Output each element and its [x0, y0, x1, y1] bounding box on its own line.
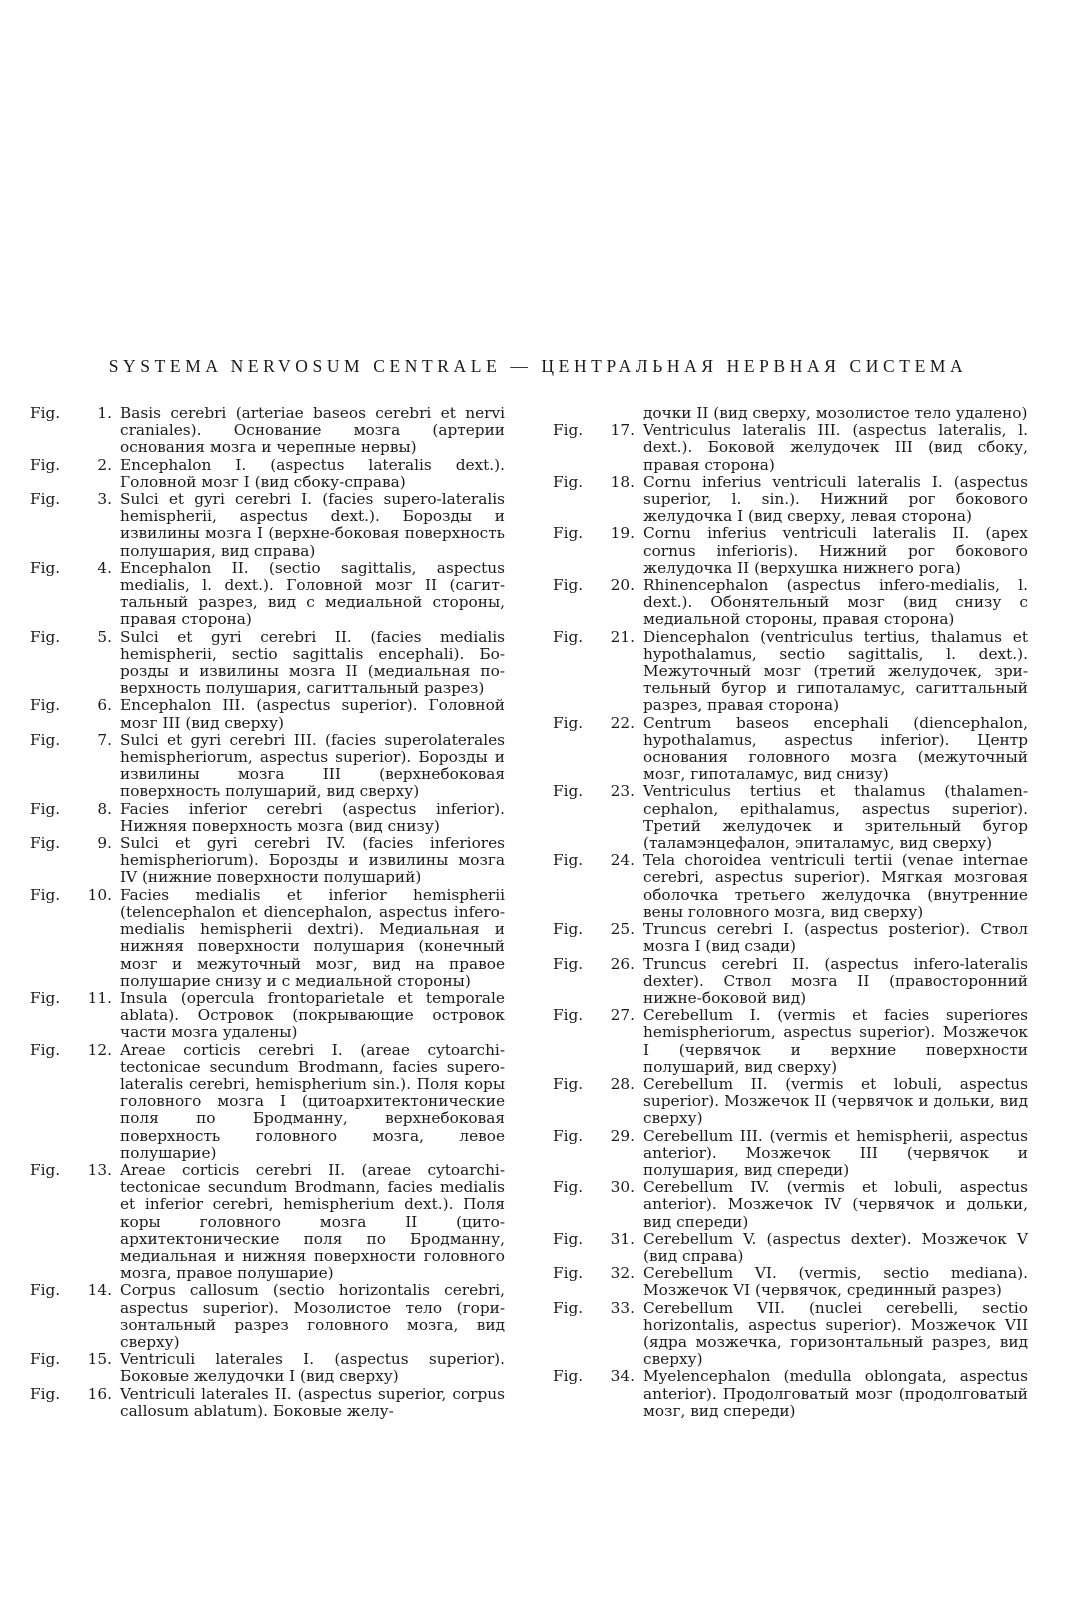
figure-caption: Cerebellum V. (aspectus dexter). Мозжечок V (вид справа): [643, 1229, 1028, 1265]
figure-caption: Myelencephalon (medulla oblongata, aspectus anterior). Продолговатый мозг (продолговатый мозг, вид спереди): [643, 1367, 1028, 1420]
figure-number: 9.: [97, 834, 112, 853]
figure-caption: Corpus callosum (sectio horizontalis cerebri, aspectus superior). Мозолистое тело (горизонтальный разрез головного мозга, вид сверху): [120, 1281, 505, 1351]
figure-caption: Facies inferior cerebri (aspectus inferior). Нижняя поверхность мозга (вид снизу): [120, 799, 505, 835]
figure-entry: [30, 697, 505, 731]
figure-caption: Encephalon III. (aspectus superior). Головной мозг III (вид сверху): [120, 696, 505, 732]
figure-entry: [553, 1128, 1028, 1180]
page-header: SYSTEMA NERVOSUM CENTRALE — ЦЕНТРАЛЬНАЯ НЕРВНАЯ СИСТЕМА: [108, 356, 968, 376]
figure-caption: Tela choroidea ventriculi tertii (venae internae cerebri, aspectus superior). Мягкая мозговая оболочка третьего желудочка (внутренние вены головного мозга, вид сверху): [643, 851, 1028, 921]
figure-label: Fig.: [553, 1298, 584, 1317]
figure-label: Fig.: [553, 472, 584, 491]
figure-entry: [30, 560, 505, 629]
figure-entry: [553, 852, 1028, 921]
figure-caption: Diencephalon (ventriculus tertius, thalamus et hypothalamus, sectio sagittalis, l. dext.). Межуточный мозг (третий желудочек, зрительный бугор и гипоталамус, сагиттальный разрез, правая сторона): [643, 627, 1028, 715]
figure-number: 32.: [610, 1264, 635, 1283]
figure-number: 12.: [87, 1040, 112, 1059]
figure-entry: [30, 990, 505, 1042]
figure-label: Fig.: [30, 1160, 61, 1179]
figure-entry: [553, 629, 1028, 715]
figure-number: 8.: [97, 799, 112, 818]
figure-number: 34.: [610, 1367, 635, 1386]
figure-caption: Ventriculus lateralis III. (aspectus lateralis, l. dext.). Боковой желудочек III (вид сбоку, правая сторона): [643, 421, 1028, 474]
figure-label: Fig.: [30, 696, 61, 715]
figure-entry: [553, 1179, 1028, 1231]
figure-number: 30.: [610, 1178, 635, 1197]
figure-caption: Facies medialis et inferior hemispherii (telencephalon et diencephalon, aspectus infero-medialis hemispherii dextri). Медиальная и нижняя поверхности полушария (конечный мозг и межуточный мозг, вид на правое полушарие снизу и с медиальной стороны): [120, 885, 505, 990]
figure-number: 23.: [610, 782, 635, 801]
figure-caption: Cerebellum I. (vermis et facies superiores hemispheriorum, aspectus superior). Мозжечок I (червячок и верхние поверхности полушарий, вид сверху): [643, 1006, 1028, 1076]
figure-number: 10.: [87, 885, 112, 904]
figure-entry: [30, 1042, 505, 1162]
figure-caption: Centrum baseos encephali (diencephalon, hypothalamus, aspectus inferior). Центр основания головного мозга (межуточный мозг, гипоталамус, вид снизу): [643, 713, 1028, 784]
figure-number: 25.: [610, 920, 635, 939]
figure-number: 5.: [97, 627, 112, 646]
figure-label: Fig.: [30, 1281, 61, 1300]
figure-label: Fig.: [30, 627, 61, 646]
figure-caption: Cornu inferius ventriculi lateralis I. (aspectus superior, l. sin.). Нижний рог бокового желудочка I (вид сверху, левая сторона): [643, 472, 1028, 526]
figure-label: Fig.: [553, 954, 584, 973]
figure-caption: Areae corticis cerebri I. (areae cytoarchitectonicae secundum Brodmann, facies supero-lateralis cerebri, hemispherium sin.). Поля коры головного мозга I (цитоархитектонические поля по Бродманну, верхнебоковая поверхность головного мозга, левое полушарие): [120, 1040, 505, 1162]
figure-entry: [553, 1231, 1028, 1265]
figure-number: 28.: [610, 1074, 635, 1093]
figure-label: Fig.: [553, 1178, 584, 1197]
figure-number: 26.: [610, 954, 635, 973]
figure-entry: [30, 457, 505, 491]
figure-number: 19.: [610, 524, 635, 543]
figure-number: 7.: [97, 730, 112, 749]
figure-number: 33.: [610, 1298, 635, 1317]
figure-number: 6.: [97, 696, 112, 715]
figure-entry: [30, 1386, 505, 1420]
figure-label: Fig.: [553, 713, 584, 732]
figure-label: Fig.: [553, 1229, 584, 1248]
figure-entry: [30, 629, 505, 698]
figure-label: Fig.: [30, 799, 61, 818]
figure-label: Fig.: [30, 834, 61, 853]
figure-caption: Sulci et gyri cerebri II. (facies medialis hemispherii, sectio sagittalis encephali). Борозды и извилины мозга II (медиальная поверхность полушария, сагиттальный разрез): [120, 627, 505, 698]
figure-label: Fig.: [30, 730, 61, 749]
figure-caption: Sulci et gyri cerebri III. (facies superolaterales hemispheriorum, aspectus superior). Борозды и извилины мозга III (верхнебоковая поверхность полушарий, вид сверху): [120, 730, 505, 801]
figure-number: 17.: [610, 421, 635, 440]
figure-entry: [30, 732, 505, 801]
figure-number: 4.: [97, 558, 112, 577]
figure-caption: Areae corticis cerebri II. (areae cytoarchitectonicae secundum Brodmann, facies medialis et inferior cerebri, hemispherium dext.). Поля коры головного мозга II (цитоархитектонические поля по Бродманну, медиальная и нижняя поверхности головного мозга, правое полушарие): [120, 1160, 505, 1283]
figure-number: 31.: [610, 1229, 635, 1248]
figure-caption: Sulci et gyri cerebri IV. (facies inferiores hemispheriorum). Борозды и извилины мозга IV (нижние поверхности полушарий): [120, 834, 505, 887]
figure-label: Fig.: [553, 920, 584, 939]
figure-entry: [30, 835, 505, 887]
figure-caption: Truncus cerebri I. (aspectus posterior). Ствол мозга I (вид сзади): [643, 920, 1028, 956]
figure-label: Fig.: [553, 576, 584, 595]
figure-number: 18.: [610, 472, 635, 491]
figure-label: Fig.: [30, 885, 61, 904]
figure-caption: Cornu inferius ventriculi lateralis II. (apex cornus inferioris). Нижний рог бокового желудочка II (верхушка нижнего рога): [643, 524, 1028, 577]
figure-label: Fig.: [553, 1074, 584, 1093]
figure-number: 29.: [610, 1126, 635, 1145]
figure-label: Fig.: [30, 988, 61, 1007]
figure-number: 22.: [610, 713, 635, 732]
figure-entry: [553, 474, 1028, 526]
left-column: [30, 405, 505, 1420]
continued-caption: дочки II (вид сверху, мозолистое тело удалено): [643, 404, 1028, 422]
figure-caption: Cerebellum II. (vermis et lobuli, aspectus superior). Мозжечок II (червячок и дольки, вид сверху): [643, 1074, 1028, 1128]
figure-entry: [553, 525, 1028, 577]
figure-entry: [30, 801, 505, 835]
figure-label: Fig.: [30, 1040, 61, 1059]
figure-label: Fig.: [553, 1006, 584, 1025]
figure-label: Fig.: [30, 1384, 61, 1403]
figure-number: 13.: [87, 1160, 112, 1179]
figure-caption: Cerebellum III. (vermis et hemispherii, aspectus anterior). Мозжечок III (червячок и полушария, вид спереди): [643, 1126, 1028, 1179]
figure-label: Fig.: [553, 1367, 584, 1386]
figure-label: Fig.: [553, 524, 584, 543]
figure-number: 1.: [97, 404, 112, 422]
figure-number: 24.: [610, 851, 635, 870]
figure-entry: [30, 405, 505, 457]
figure-caption: Basis cerebri (arteriae baseos cerebri et nervi craniales). Основание мозга (артерии основания мозга и черепные нервы): [120, 404, 505, 457]
figure-label: Fig.: [30, 455, 61, 474]
figure-number: 2.: [97, 455, 112, 474]
figure-entry: [553, 1007, 1028, 1076]
figure-number: 15.: [87, 1350, 112, 1369]
figure-number: 14.: [87, 1281, 112, 1300]
figure-label: Fig.: [30, 1350, 61, 1369]
figure-caption: Ventriculi laterales II. (aspectus superior, corpus callosum ablatum). Боковые желу-: [120, 1384, 505, 1420]
figure-entry: [553, 956, 1028, 1008]
figure-caption: Insula (opercula frontoparietale et temporale ablata). Островок (покрывающие островок части мозга удалены): [120, 988, 505, 1042]
figure-caption: Cerebellum VII. (nuclei cerebelli, sectio horizontalis, aspectus superior). Мозжечок VII (ядра мозжечка, горизонтальный разрез, вид сверху): [643, 1298, 1028, 1369]
figure-entry: [553, 577, 1028, 629]
figure-number: 11.: [87, 988, 112, 1007]
figure-caption: Encephalon II. (sectio sagittalis, aspectus medialis, l. dext.). Головной мозг II (сагиттальный разрез, вид с медиальной стороны, правая сторона): [120, 558, 505, 629]
figure-entry: [30, 491, 505, 560]
figure-caption: Encephalon I. (aspectus lateralis dext.). Головной мозг I (вид сбоку-справа): [120, 455, 505, 491]
figure-entry: [553, 1300, 1028, 1369]
figure-entry: [553, 1265, 1028, 1299]
figure-label: Fig.: [30, 490, 61, 509]
figure-label: Fig.: [553, 782, 584, 801]
figure-label: Fig.: [553, 1264, 584, 1283]
figure-label: Fig.: [30, 404, 61, 422]
figure-label: Fig.: [30, 558, 61, 577]
figure-caption: Ventriculus tertius et thalamus (thalamencephalon, epithalamus, aspectus superior). Третий желудочек и зрительный бугор (таламэнцефалон, эпиталамус, вид сверху): [643, 782, 1028, 853]
figure-caption: Rhinencephalon (aspectus infero-medialis, l. dext.). Обонятельный мозг (вид снизу с медиальной стороны, правая сторона): [643, 576, 1028, 629]
figure-caption: Truncus cerebri II. (aspectus infero-lateralis dexter). Ствол мозга II (правосторонний нижне-боковой вид): [643, 954, 1028, 1007]
figure-number: 3.: [97, 490, 112, 509]
figure-entry: [553, 783, 1028, 852]
figure-label: Fig.: [553, 1126, 584, 1145]
figure-label: Fig.: [553, 421, 584, 440]
figure-number: 21.: [610, 627, 635, 646]
figure-entry: [553, 1368, 1028, 1420]
figure-entry: [553, 921, 1028, 955]
figure-number: 20.: [610, 576, 635, 595]
figure-label: Fig.: [553, 627, 584, 646]
figure-entry: [553, 422, 1028, 474]
right-column: [553, 405, 1028, 1420]
figure-caption: Sulci et gyri cerebri I. (facies supero-lateralis hemispherii, aspectus dext.). Борозды и извилины мозга I (верхне-боковая поверхность полушария, вид справа): [120, 490, 505, 560]
figure-caption: Ventriculi laterales I. (aspectus superior). Боковые желудочки I (вид сверху): [120, 1350, 505, 1386]
figure-entry: [553, 1076, 1028, 1128]
figure-entry: [30, 1351, 505, 1385]
figure-entry: [553, 715, 1028, 784]
figure-number: 27.: [610, 1006, 635, 1025]
figure-caption: Cerebellum VI. (vermis, sectio mediana). Мозжечок VI (червячок, срединный разрез): [643, 1264, 1028, 1300]
figure-entry: [30, 887, 505, 990]
figure-entry: [30, 1162, 505, 1282]
figure-entry: [30, 1282, 505, 1351]
figure-number: 16.: [87, 1384, 112, 1403]
figure-caption: Cerebellum IV. (vermis et lobuli, aspectus anterior). Мозжечок IV (червячок и дольки, вид спереди): [643, 1178, 1028, 1231]
figure-label: Fig.: [553, 851, 584, 870]
